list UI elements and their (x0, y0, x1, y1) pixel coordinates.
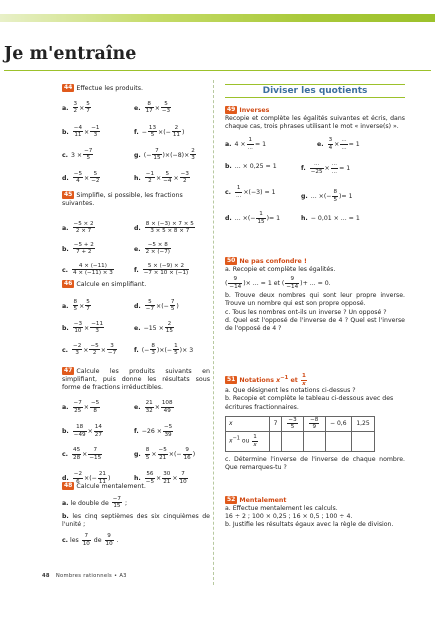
exercise-heading: Mentalement (239, 497, 287, 504)
eq-49g: g. ... ×(− $\frac{8}{5}$ )= 1 (301, 189, 353, 203)
ex52-b: b. Justifie les résultats égaux avec la règle de division. (225, 521, 394, 529)
expr-46e: e. −15 × $\frac{2}{15}$ (134, 320, 173, 335)
exercise-number: 50 (227, 257, 236, 264)
exercise-44 (62, 84, 210, 193)
table-cell: $x^{-1}$ ou $\frac{1}{x}$ (226, 431, 270, 451)
exercise-heading: Simplifie, si possible, les fractions suivantes. (62, 192, 183, 207)
expr-44e: e. $\frac{8}{17}$ × $\frac{5}{-3}$ (134, 100, 171, 115)
exercise-heading: Inverses (239, 107, 270, 114)
eq-49f: f. $\frac{...}{-25}$ × $\frac{...}{...}$ = 1 (301, 161, 351, 175)
ex50-c: c. Tous les nombres ont-ils un inverse ? Un opposé ? (225, 308, 387, 316)
expr-45f: f. $\frac{5 \times (-9) \times 2}{-7 \times 10 \times (-1)}$ (134, 262, 189, 277)
exercise-number: 45 (64, 191, 73, 198)
expr-45b: b. $\frac{-5 + 2}{7 + 2}$ (62, 241, 94, 256)
table-row (226, 431, 375, 451)
ex48-c: c. les $\frac{7}{10}$ de $\frac{9}{10}$ . (62, 533, 119, 548)
exercise-52 (225, 496, 405, 529)
section-title: Diviser les quotients (225, 84, 405, 98)
exercise-number: 52 (227, 496, 236, 503)
exercise-number: 49 (227, 106, 236, 113)
expr-45e: e. $\frac{-5 \times 8}{2 \times (-7)}$ (134, 241, 170, 256)
column-separator (213, 80, 214, 585)
expr-47c: c. $\frac{45}{28}$ × $\frac{7}{-15}$ (62, 447, 102, 461)
exercise-51 (225, 373, 405, 472)
expr-47d: d. $\frac{-2}{6}$ ×(− $\frac{21}{11}$ ) (62, 471, 111, 485)
expr-44f: f. − $\frac{13}{5}$ ×(− $\frac{2}{11}$ ) (134, 124, 185, 139)
exercise-heading: Calcule en simplifiant. (76, 281, 147, 288)
exercise-number: 47 (64, 367, 73, 374)
table-cell: 1,25 (352, 416, 375, 431)
page-footer (42, 573, 127, 580)
expr-44b: b. $\frac{-4}{11}$ × $\frac{-1}{3}$ (62, 124, 100, 139)
ex50-equalities: ( $\frac{9}{-14}$ )× ... = 1 et ( $\frac{9}{-14}$ )+ ... = 0. (225, 276, 331, 290)
expr-44c: c. 3 × $\frac{-7}{5}$ (62, 147, 93, 162)
ex50-d: d. Quel est l'opposé de l'inverse de 4 ? Quel est l'inverse de l'opposé de 4 ? (225, 316, 405, 333)
inverse-table (225, 416, 375, 452)
table-cell (282, 431, 304, 451)
expr-44h: h. $\frac{-1}{2}$ × $\frac{5}{-4}$ × $\frac{-3}{2}$ (134, 170, 189, 185)
ex51-c: c. Détermine l'inverse de l'inverse de chaque nombre. Que remarques-tu ? (225, 455, 405, 472)
table-cell: $\frac{-3}{5}$ (282, 416, 304, 431)
expr-46c: c. $\frac{-2}{3}$ × $\frac{-5}{2}$ × $\frac{3}{-7}$ (62, 342, 117, 357)
eq-49d: d. ... ×(− $\frac{1}{15}$ )= 1 (225, 211, 281, 225)
exercise-49 (225, 106, 405, 231)
expr-45c: c. $\frac{4 \times (-11)}{4 \times (-11) \times 3}$ (62, 262, 113, 277)
expr-47h: h. $\frac{56}{-5}$ × $\frac{30}{21}$ × $\frac{7}{10}$ (134, 471, 187, 485)
exercise-48 (62, 482, 210, 548)
banner-stripe (0, 14, 435, 22)
table-cell: $\frac{-8}{9}$ (303, 416, 325, 431)
exercise-number: 48 (64, 482, 73, 489)
exercise-50 (225, 257, 405, 333)
exercise-number: 46 (64, 280, 73, 287)
ex49-text: Recopie et complète les égalités suivantes et écris, dans chaque cas, trois phrases utilisant le mot « inverse(s) ». (225, 114, 405, 131)
expr-47g: g. $\frac{8}{5}$ × $\frac{-5}{21}$ ×(− $\frac{9}{16}$ ) (134, 447, 196, 461)
table-cell: x (226, 416, 270, 431)
eq-49b: b. ... × 0,25 = 1 (225, 163, 277, 171)
ex48-b: b. les cinq septièmes des six cinquièmes de l'unité ; (62, 513, 210, 529)
exercise-heading: Calcule les produits suivants en simplifiant, puis donne les résultats sous forme de fractions irréductibles. (62, 368, 210, 391)
ex50-b: b. Trouve deux nombres qui sont leur propre inverse. Trouve un nombre qui est son propre opposé. (225, 292, 405, 308)
ex51-a: a. Que désignent les notations ci-dessus ? (225, 387, 356, 395)
expr-45a: a. $\frac{-5 \times 2}{2 \times 7}$ (62, 220, 94, 235)
title-underline (4, 70, 431, 71)
exercise-46 (62, 280, 210, 359)
table-cell: 7 (270, 416, 282, 431)
exercise-number: 44 (64, 84, 73, 91)
ex51-b: b. Recopie et complète le tableau ci-dessous avec des écritures fractionnaires. (225, 395, 394, 411)
eq-49a: a. 4 × $\frac{1}{...}$ = 1 (225, 137, 267, 151)
page-title: Je m'entraîne (4, 44, 137, 64)
ex52-a: a. Effectue mentalement les calculs. (225, 504, 338, 512)
expr-47a: a. $\frac{-7}{25}$ × $\frac{-5}{8}$ (62, 400, 100, 414)
page-number: 48 (42, 573, 50, 579)
expr-46b: b. $\frac{-3}{10}$ × $\frac{-11}{3}$ (62, 320, 104, 335)
expr-47b: b. $\frac{18}{-49}$ × $\frac{14}{27}$ (62, 424, 102, 438)
exercise-number: 51 (227, 376, 236, 384)
expr-44g: g. (− $\frac{7}{15}$ )×(−8)× $\frac{2}{3}$ (134, 147, 195, 162)
eq-49e: e. $\frac{3}{4}$ × $\frac{...}{...}$ = 1 (317, 137, 360, 151)
exercise-heading: Notations $x^{-1}$ et $\frac{1}{x}$ (239, 373, 306, 387)
exercise-heading: Calcule mentalement. (76, 483, 146, 490)
expr-44a: a. $\frac{3}{2}$ × $\frac{5}{7}$ (62, 100, 90, 115)
exercise-45 (62, 191, 210, 278)
table-cell (325, 431, 351, 451)
top-banner (0, 0, 435, 24)
eq-49h: h. − 0,01 × ... = 1 (301, 215, 360, 223)
table-cell (352, 431, 375, 451)
expr-46f: f. (− $\frac{8}{3}$ )×(− $\frac{1}{5}$ )× 3 (134, 342, 194, 357)
ex50-a: a. Recopie et complète les égalités. (225, 265, 336, 273)
footer-text: Nombres rationnels • A3 (55, 573, 127, 579)
expr-47e: e. $\frac{21}{32}$ × $\frac{108}{49}$ (134, 400, 173, 414)
expr-47f: f. −26 × $\frac{-5}{39}$ (134, 424, 173, 438)
expr-46a: a. $\frac{8}{5}$ × $\frac{5}{7}$ (62, 298, 90, 313)
table-cell (270, 431, 282, 451)
expr-45d: d. $\frac{8 \times (-3) \times 7 \times 5}{3 \times 5 \times 8 \times 7}$ (134, 220, 194, 235)
table-cell (303, 431, 325, 451)
expr-44d: d. $\frac{-5}{4}$ × $\frac{5}{-2}$ (62, 170, 100, 185)
expr-46d: d. $\frac{5}{-7}$ ×(− $\frac{7}{5}$ ) (134, 298, 179, 313)
ex52-calc: 16 ÷ 2 ; 100 × 0,25 ; 16 × 0,5 ; 100 ÷ 4. (225, 513, 353, 521)
table-row (226, 416, 375, 431)
ex48-a: a. le double de $\frac{-7}{15}$ ; (62, 495, 128, 510)
table-cell: − 0,6 (325, 416, 351, 431)
exercise-heading: Ne pas confondre ! (239, 258, 307, 265)
eq-49c: c. $\frac{1}{...}$ ×(−3) = 1 (225, 185, 276, 199)
exercise-heading: Effectue les produits. (76, 85, 144, 92)
